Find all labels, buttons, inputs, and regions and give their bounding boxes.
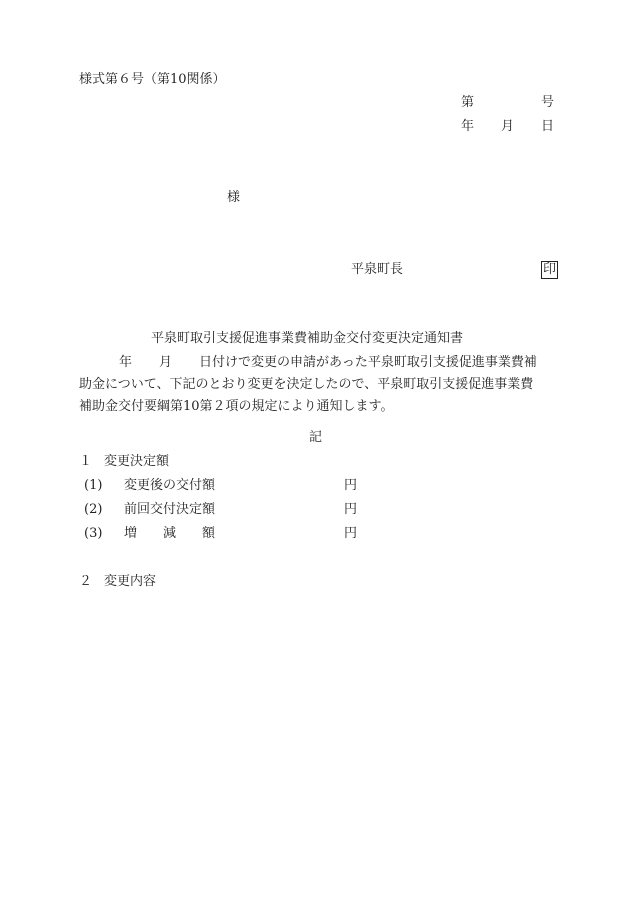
item-1-number: (1): [84, 478, 103, 493]
item-2-number: (2): [84, 502, 103, 517]
body-month: 月: [159, 355, 173, 370]
item-3-label: 増 減 額: [124, 526, 216, 541]
item-2-unit: 円: [344, 502, 358, 517]
date-month: 月: [501, 119, 515, 134]
form-number: 様式第６号（第10関係）: [79, 72, 226, 87]
recipient-honorific: 様: [227, 190, 241, 205]
section-1-number: １: [79, 454, 93, 469]
item-1-unit: 円: [344, 478, 358, 493]
body-line-1: [79, 352, 559, 374]
item-2-label: 前回交付決定額: [124, 502, 216, 517]
body-line-2: 助金について、下記のとおり変更を決定したので、平泉町取引支援促進事業費: [79, 377, 534, 392]
document-number-suffix: 号: [541, 95, 555, 110]
item-3-unit: 円: [344, 526, 358, 541]
ki-heading: 記: [309, 430, 323, 445]
item-3-number: (3): [84, 526, 103, 541]
document-title: 平泉町取引支援促進事業費補助金交付変更決定通知書: [151, 331, 464, 346]
issuer-name: 平泉町長: [351, 262, 404, 277]
body-paragraph: [79, 352, 559, 418]
section-2-label: 変更内容: [104, 574, 157, 589]
date-year: 年: [461, 119, 475, 134]
seal-stamp: 印: [543, 262, 557, 277]
date-day: 日: [541, 119, 555, 134]
seal-mark: [541, 261, 558, 279]
item-1-label: 変更後の交付額: [124, 478, 216, 493]
document-number-prefix: 第: [461, 95, 475, 110]
body-year: 年: [119, 355, 133, 370]
body-line-1-text: 日付けで変更の申請があった平泉町取引支援促進事業費補: [199, 355, 537, 370]
section-2-number: ２: [79, 574, 93, 589]
section-1-label: 変更決定額: [104, 454, 170, 469]
body-line-3: 補助金交付要綱第10第２項の規定により通知します。: [79, 399, 394, 414]
